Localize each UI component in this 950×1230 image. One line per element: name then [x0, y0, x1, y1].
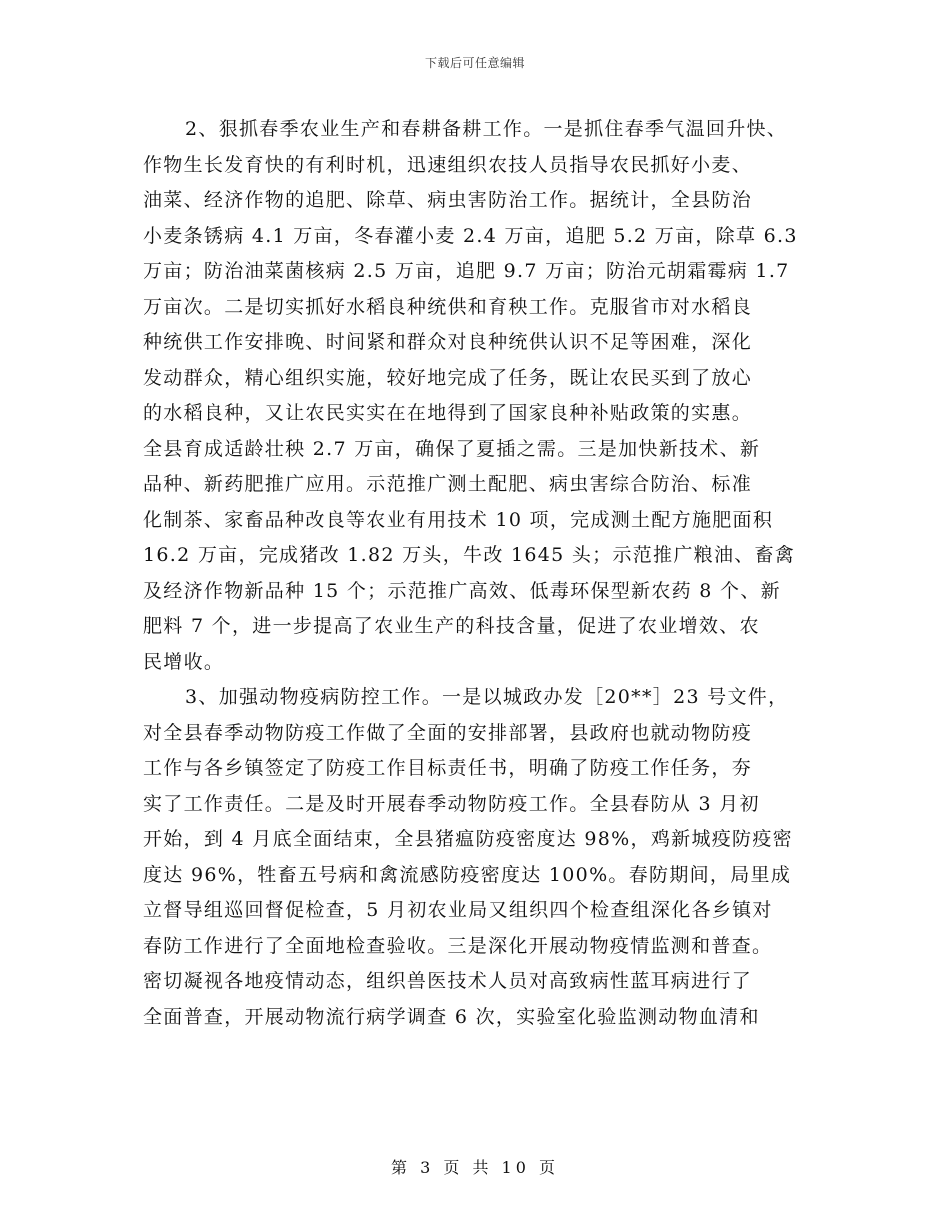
- text-line: 品种、新药肥推广应用。示范推广测土配肥、病虫害综合防治、标准: [143, 473, 753, 495]
- text-line: 开始，到 4 月底全面结束，全县猪瘟防疫密度达 98%，鸡新城疫防疫密: [143, 828, 793, 850]
- page-header: 下载后可任意编辑: [424, 56, 525, 70]
- text-line: 立督导组巡回督促检查，5 月初农业局又组织四个检查组深化各乡镇对: [143, 899, 773, 921]
- text-line: 化制茶、家畜品种改良等农业有用技术 10 项，完成测土配方施肥面积: [143, 508, 774, 531]
- text-line: 全县育成适龄壮秧 2.7 万亩，确保了夏插之需。三是加快新技术、新: [143, 437, 761, 460]
- text-line: 2、狠抓春季农业生产和春耕备耕工作。一是抓住春季气温回升快、: [185, 118, 788, 140]
- paragraph-2: [143, 680, 803, 1035]
- text-line: 密切凝视各地疫情动态，组织兽医技术人员对高致病性蓝耳病进行了: [143, 970, 753, 992]
- text-line: 作物生长发育快的有利时机，迅速组织农技人员指导农民抓好小麦、: [143, 153, 753, 176]
- text-line: 的水稻良种，又让农民实实在在地得到了国家良种补贴政策的实惠。: [143, 402, 753, 424]
- text-line: 春防工作进行了全面地检查验收。三是深化开展动物疫情监测和普查。: [143, 934, 773, 957]
- text-line: 肥料 7 个，进一步提高了农业生产的科技含量，促进了农业增效、农: [143, 615, 760, 637]
- text-line: 度达 96%，牲畜五号病和禽流感防疫密度达 100%。春防期间，局里成: [143, 863, 792, 886]
- paragraph-1: [143, 112, 803, 680]
- text-line: 工作与各乡镇签定了防疫工作目标责任书，明确了防疫工作任务，夯: [143, 757, 753, 779]
- text-line: 万亩次。二是切实抓好水稻良种统供和育秧工作。克服省市对水稻良: [143, 295, 753, 318]
- text-line: 及经济作物新品种 15 个；示范推广高效、低毒环保型新农药 8 个、新: [143, 579, 781, 602]
- text-line: 种统供工作安排晚、时间紧和群众对良种统供认识不足等困难，深化: [143, 331, 753, 353]
- page-footer: 第 3 页 共 10 页: [391, 1158, 559, 1177]
- body-text: [143, 112, 803, 1035]
- text-line: 民增收。: [143, 650, 225, 673]
- text-line: 3、加强动物疫病防控工作。一是以城政办发［20**］23 号文件，: [185, 686, 789, 708]
- text-line: 全面普查，开展动物流行病学调查 6 次，实验室化验监测动物血清和: [143, 1005, 760, 1028]
- text-line: 油菜、经济作物的追肥、除草、病虫害防治工作。据统计，全县防治: [143, 189, 753, 211]
- text-line: 实了工作责任。二是及时开展春季动物防疫工作。全县春防从 3 月初: [143, 792, 760, 815]
- text-line: 小麦条锈病 4.1 万亩，冬春灌小麦 2.4 万亩，追肥 5.2 万亩，除草 6.3: [143, 224, 798, 247]
- text-line: 16.2 万亩，完成猪改 1.82 万头，牛改 1645 头；示范推广粮油、畜禽: [143, 544, 796, 566]
- text-line: 对全县春季动物防疫工作做了全面的安排部署，县政府也就动物防疫: [143, 721, 753, 744]
- text-line: 发动群众，精心组织实施，较好地完成了任务，既让农民买到了放心: [143, 366, 753, 389]
- text-line: 万亩；防治油菜菌核病 2.5 万亩，追肥 9.7 万亩；防治元胡霜霉病 1.7: [143, 260, 790, 282]
